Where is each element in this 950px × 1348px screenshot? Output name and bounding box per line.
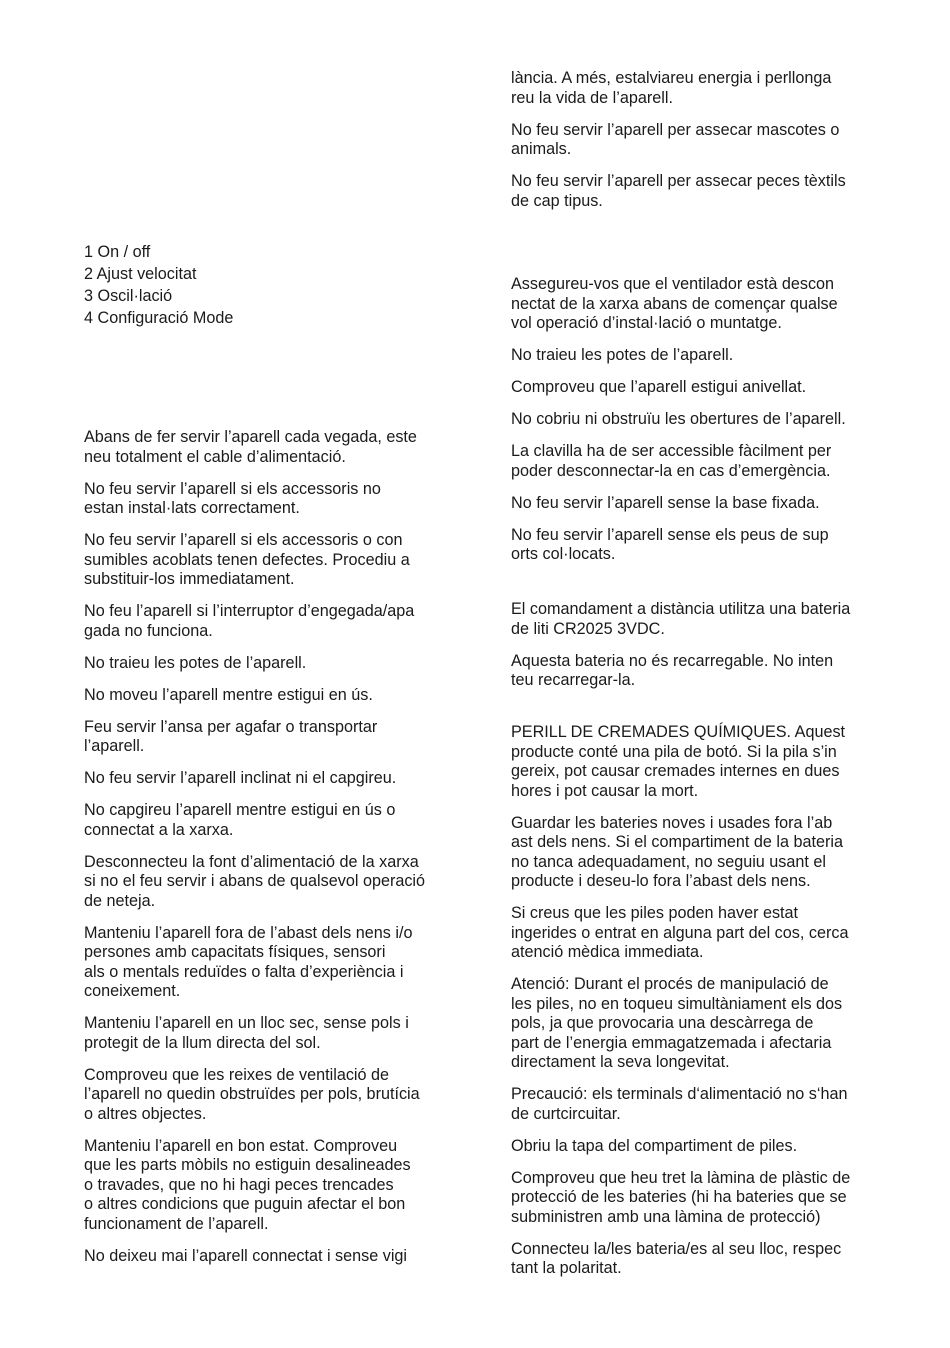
paragraph: Connecteu la/les bateria/es al seu lloc, respec tant la polaritat. — [511, 1239, 842, 1277]
list-item: 3 Oscil·lació — [84, 287, 173, 305]
paragraph: Comproveu que l’aparell estigui anivellat. — [511, 378, 807, 396]
paragraph: No cobriu ni obstruïu les obertures de l’aparell. — [511, 410, 846, 428]
paragraph: Guardar les bateries noves i usades fora l’ab ast dels nens. Si el compartiment de la bateria no tanca adequadament, no seguiu usant el producte i deseu-lo fora l’abast dels nens. — [511, 813, 844, 890]
installation-instructions — [511, 275, 911, 577]
battery-warnings — [511, 723, 911, 1291]
paragraph: PERILL DE CREMADES QUÍMIQUES. Aquest producte conté una pila de botó. Si la pila s’in gereix, pot causar cremades internes en dues hores i pot causar la mort. — [511, 723, 846, 800]
paragraph: No feu servir l’aparell per assecar peces tèxtils de cap tipus. — [511, 172, 846, 210]
controls-list — [84, 241, 484, 329]
paragraph: No feu servir l’aparell inclinat ni el capgireu. — [84, 769, 397, 787]
paragraph: No feu servir l’aparell si els accessoris no estan instal·lats correctament. — [84, 479, 381, 517]
paragraph: Comproveu que heu tret la làmina de plàstic de protecció de les bateries (hi ha bateries que se subministren amb una làmina de protecció) — [511, 1168, 851, 1226]
paragraph: Feu servir l’ansa per agafar o transportar l’aparell. — [84, 717, 378, 755]
paragraph: Atenció: Durant el procés de manipulació de les piles, no en toqueu simultàniament els dos pols, ja que provocaria una descàrrega de part de l’energia emmagatzemada i afectaria directament la seva longevitat. — [511, 975, 843, 1071]
paragraph: No feu servir l’aparell sense els peus de sup orts col·locats. — [511, 525, 829, 563]
paragraph: No traieu les potes de l’aparell. — [84, 653, 307, 672]
paragraph: Assegureu-vos que el ventilador està descon nectat de la xarxa abans de començar qualse vol operació d’instal·lació o muntatge. — [511, 275, 838, 332]
paragraph: Abans de fer servir l’aparell cada vegada, este neu totalment el cable d’alimentació. — [84, 428, 417, 466]
paragraph: No feu servir l’aparell si els accessoris o con sumibles acoblats tenen defectes. Procediu a substituir-los immediatament. — [84, 531, 410, 588]
paragraph: Si creus que les piles poden haver estat ingerides o entrat en alguna part del cos, cerca atenció mèdica immediata. — [511, 904, 849, 961]
paragraph: Precaució: els terminals d‘alimentació no s‘han de curtcircuitar. — [511, 1085, 848, 1123]
paragraph: No feu servir l’aparell sense la base fixada. — [511, 493, 820, 512]
usage-notes — [511, 69, 911, 224]
paragraph: Obriu la tapa del compartiment de piles. — [511, 1136, 798, 1155]
paragraph: No capgireu l’aparell mentre estigui en ús o connectat a la xarxa. — [84, 801, 396, 839]
paragraph: Aquesta bateria no és recarregable. No inten teu recarregar-la. — [511, 651, 834, 689]
paragraph: No feu servir l’aparell per assecar mascotes o animals. — [511, 120, 840, 158]
paragraph: Manteniu l’aparell en un lloc sec, sense pols i protegit de la llum directa del sol. — [84, 1014, 409, 1052]
paragraph: Manteniu l’aparell fora de l’abast dels nens i/o persones amb capacitats físiques, sensori als o mentals reduïdes o falta d’experiència i coneixement. — [84, 923, 413, 1000]
paragraph: El comandament a distància utilitza una bateria de liti CR2025 3VDC. — [511, 600, 851, 638]
paragraph: lància. A més, estalviareu energia i perllonga reu la vida de l’aparell. — [511, 69, 832, 107]
paragraph: No moveu l’aparell mentre estigui en ús. — [84, 685, 373, 704]
paragraph: No deixeu mai l’aparell connectat i sense vigi — [84, 1246, 408, 1265]
list-item: 1 On / off — [84, 243, 151, 261]
paragraph: Comproveu que les reixes de ventilació de l’aparell no quedin obstruïdes per pols, brutícia o altres objectes. — [84, 1065, 420, 1123]
paragraph: Manteniu l’aparell en bon estat. Comproveu que les parts mòbils no estiguin desalineades o travades, que no hi hagi peces trencades o altres condicions que puguin afectar el bon funcionament de l’aparell. — [84, 1136, 411, 1233]
paragraph: No traieu les potes de l’aparell. — [511, 346, 734, 364]
safety-instructions — [84, 428, 484, 1279]
battery-info — [511, 600, 911, 703]
list-item: 4 Configuració Mode — [84, 309, 234, 327]
paragraph: La clavilla ha de ser accessible fàcilment per poder desconnectar-la en cas d’emergència. — [511, 442, 832, 480]
paragraph: No feu l’aparell si l’interruptor d’engegada/apa gada no funciona. — [84, 602, 415, 640]
list-item: 2 Ajust velocitat — [84, 265, 197, 283]
paragraph: Desconnecteu la font d’alimentació de la xarxa si no el feu servir i abans de qualsevol operació de neteja. — [84, 852, 426, 910]
